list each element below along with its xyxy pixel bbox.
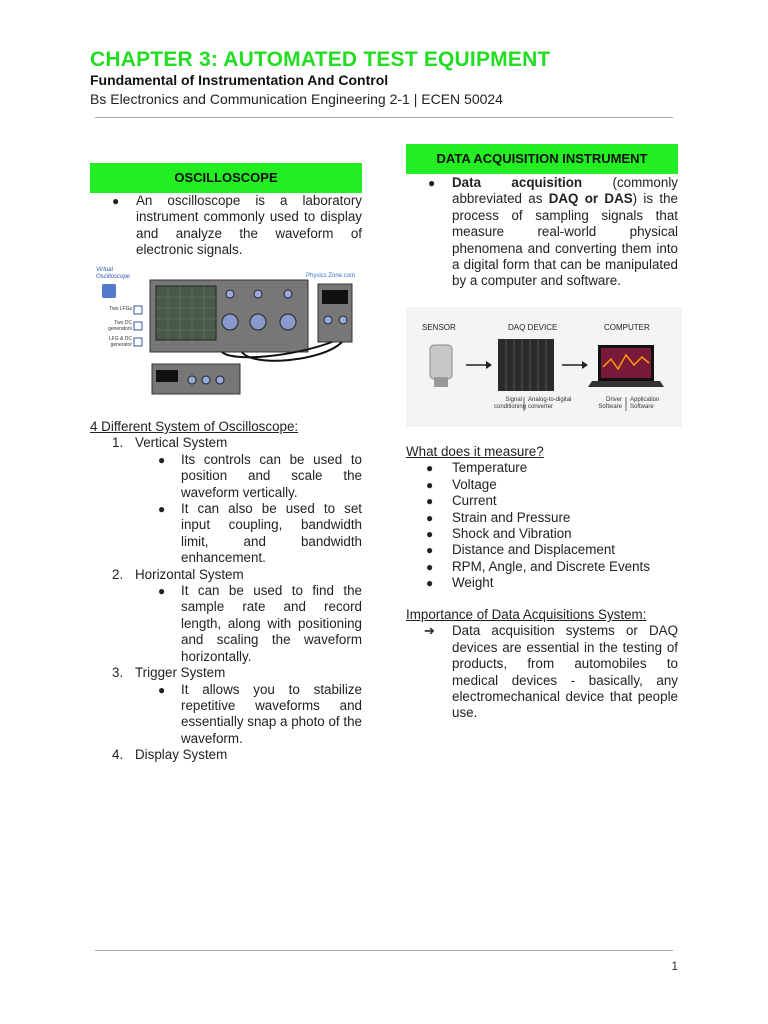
system-point-text: It can be used to find the sample rate and record length, along with positioning and scaling the waveform horizontally. (181, 583, 362, 664)
daq-intro-item (406, 175, 678, 290)
bullet-icon: ● (158, 584, 166, 599)
system-point (158, 452, 362, 501)
list-item (406, 510, 678, 526)
svg-text:Oscilloscope: Oscilloscope (96, 274, 131, 280)
course-line: Bs Electronics and Communication Engineering 2-1 | ECEN 50024 (90, 91, 503, 107)
system-point-text: Its controls can be used to position and scale the waveform vertically. (181, 451, 362, 500)
oscilloscope-intro: An oscilloscope is a laboratory instrument commonly used to display and analyze the waveform of electronic signals. (136, 193, 362, 258)
system-point (158, 682, 362, 748)
bullet-icon: ● (426, 576, 434, 591)
caption-text: conditioning (494, 404, 527, 410)
bullet-icon: ● (112, 194, 120, 208)
system-name: Vertical System (135, 435, 228, 451)
list-item-text: Weight (452, 575, 494, 591)
bullet-icon: ● (426, 494, 434, 509)
page-subtitle: Fundamental of Instrumentation And Control (90, 72, 389, 88)
arrow-right-icon: ➔ (424, 623, 435, 639)
oscilloscope-illustration (92, 262, 362, 402)
caption-text: Software (598, 404, 622, 410)
caption-text: Driver (606, 397, 622, 403)
diagram-label-sensor: SENSOR (422, 323, 456, 332)
bullet-icon: ● (426, 527, 434, 542)
diagram-caption (630, 397, 674, 411)
bullet-icon: ● (426, 477, 434, 492)
list-item (406, 575, 678, 591)
system-item (90, 435, 362, 451)
caption-text: Analog-to-digital (528, 397, 572, 403)
list-item (406, 460, 678, 476)
system-point-text: It allows you to stabilize repetitive waveforms and essentially snap a photo of the waveform. (181, 681, 362, 746)
importance-item (406, 623, 678, 721)
measure-list (406, 460, 678, 591)
system-number: 4. (112, 747, 124, 763)
caption-text: Application (630, 397, 660, 403)
measure-title: What does it measure? (406, 444, 544, 459)
system-item (90, 567, 362, 583)
system-number: 3. (112, 665, 124, 681)
system-item (90, 665, 362, 681)
bullet-icon: ● (158, 502, 166, 517)
daq-intro (452, 175, 678, 290)
measure-section (406, 444, 678, 592)
diagram-label-computer: COMPUTER (604, 323, 650, 332)
image-brand-left (162, 264, 171, 265)
bullet-icon: ● (426, 543, 434, 558)
system-name: Display System (135, 747, 228, 763)
system-point (158, 583, 362, 665)
bullet-icon: ● (428, 176, 436, 190)
systems-title: 4 Different System of Oscilloscope: (90, 419, 299, 434)
list-item-text: Distance and Displacement (452, 542, 616, 558)
svg-text:Virtual: Virtual (96, 267, 113, 273)
diagram-caption (528, 397, 578, 411)
system-item (90, 747, 362, 763)
list-item-text: Current (452, 493, 497, 509)
oscilloscope-heading: OSCILLOSCOPE (90, 163, 362, 193)
oscilloscope-intro-item (90, 193, 362, 259)
system-number: 2. (112, 566, 124, 582)
list-item-text: Strain and Pressure (452, 509, 571, 525)
list-item-text: Temperature (452, 460, 528, 476)
daq-abbrev: DAQ or DAS (548, 191, 633, 207)
caption-text: Software (630, 404, 654, 410)
image-option-2: Two DC generators (108, 320, 132, 332)
importance-title: Importance of Data Acquisitions System: (406, 607, 647, 622)
caption-text: Signal (505, 397, 522, 403)
daq-intro-text: ) is the process of sampling signals that measure real-world physical phenomena and converting them into a digital form that can be manipulated by a computer and software. (452, 191, 678, 289)
header-divider (95, 117, 673, 118)
bullet-icon: ● (426, 559, 434, 574)
caption-text: converter (528, 404, 554, 410)
daq-heading: DATA ACQUISITION INSTRUMENT (406, 144, 678, 174)
daq-diagram (406, 307, 682, 427)
importance-section (406, 607, 678, 722)
svg-text:Physics Zone.com: Physics Zone.com (306, 273, 356, 279)
diagram-label-daq: DAQ DEVICE (508, 323, 558, 332)
importance-text: Data acquisition systems or DAQ devices are essential in the testing of products, from automobiles to medical devices - basically, any electromechanical device that people use. (452, 623, 678, 721)
footer-divider (95, 950, 673, 951)
list-item (406, 559, 678, 575)
daq-term: Data acquisition (452, 175, 583, 190)
list-item (406, 526, 678, 542)
bullet-icon: ● (158, 452, 166, 467)
bullet-icon: ● (426, 510, 434, 525)
system-name: Trigger System (135, 665, 226, 681)
system-point (158, 501, 362, 567)
diagram-caption (594, 397, 622, 411)
list-item (406, 477, 678, 493)
list-item-text: RPM, Angle, and Discrete Events (452, 558, 650, 574)
image-option-1: Two LFGs (109, 306, 132, 312)
daq-intro-text: (commonly abbreviated as (452, 175, 678, 207)
bullet-icon: ● (158, 682, 166, 697)
list-item-text: Voltage (452, 476, 497, 492)
systems-section (90, 419, 362, 764)
list-item-text: Shock and Vibration (452, 526, 572, 542)
system-number: 1. (112, 435, 124, 451)
diagram-caption (494, 397, 527, 411)
page-title: CHAPTER 3: AUTOMATED TEST EQUIPMENT (90, 48, 551, 71)
bullet-icon: ● (426, 461, 434, 476)
list-item (406, 542, 678, 558)
page-number: 1 (671, 959, 678, 973)
system-name: Horizontal System (135, 566, 244, 582)
list-item (406, 493, 678, 509)
image-option-3: LFG & DC generator (108, 336, 132, 348)
system-point-text: It can also be used to set input coupling, bandwidth limit, and bandwidth enhancement. (181, 501, 362, 566)
virtual-oscilloscope-image (92, 262, 362, 402)
